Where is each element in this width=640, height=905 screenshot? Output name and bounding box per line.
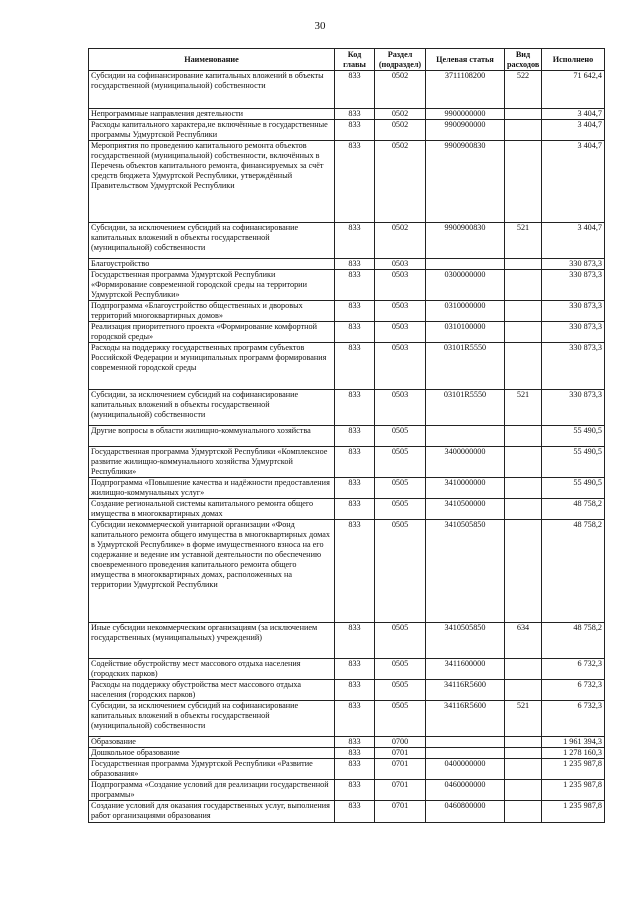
row-name: Дошкольное образование bbox=[89, 748, 335, 759]
row-target-article: 3410000000 bbox=[426, 478, 505, 499]
row-expense-kind bbox=[505, 801, 542, 823]
row-name: Расходы капитального характера,не включённые в государственные программы Удмуртской Республики bbox=[89, 120, 335, 141]
row-chapter-code: 833 bbox=[335, 680, 375, 701]
row-section: 0503 bbox=[375, 259, 426, 270]
row-target-article: 34116R5600 bbox=[426, 680, 505, 701]
row-name: Иные субсидии некоммерческим организациям (за исключением государственных (муниципальных) учреждений) bbox=[89, 623, 335, 659]
row-target-article: 0300000000 bbox=[426, 270, 505, 301]
row-section: 0503 bbox=[375, 301, 426, 322]
row-chapter-code: 833 bbox=[335, 270, 375, 301]
row-expense-kind: 521 bbox=[505, 390, 542, 426]
row-name: Создание условий для оказания государственных услуг, выполнения работ организациями образования bbox=[89, 801, 335, 823]
row-section: 0505 bbox=[375, 478, 426, 499]
row-expense-kind bbox=[505, 499, 542, 520]
table-row bbox=[89, 301, 605, 322]
table-row bbox=[89, 520, 605, 623]
row-chapter-code: 833 bbox=[335, 759, 375, 780]
row-expense-kind bbox=[505, 301, 542, 322]
row-chapter-code: 833 bbox=[335, 322, 375, 343]
row-section: 0505 bbox=[375, 426, 426, 447]
row-amount: 1 235 987,8 bbox=[542, 759, 605, 780]
row-expense-kind bbox=[505, 141, 542, 223]
row-section: 0502 bbox=[375, 109, 426, 120]
row-section: 0502 bbox=[375, 120, 426, 141]
row-target-article: 03101R5550 bbox=[426, 343, 505, 390]
table-row bbox=[89, 120, 605, 141]
row-section: 0701 bbox=[375, 759, 426, 780]
table-row bbox=[89, 259, 605, 270]
row-expense-kind bbox=[505, 737, 542, 748]
row-target-article bbox=[426, 259, 505, 270]
row-expense-kind: 521 bbox=[505, 701, 542, 737]
row-amount: 1 278 160,3 bbox=[542, 748, 605, 759]
row-chapter-code: 833 bbox=[335, 520, 375, 623]
row-amount: 330 873,3 bbox=[542, 390, 605, 426]
row-section: 0505 bbox=[375, 623, 426, 659]
column-header-amount: Исполнено bbox=[542, 49, 605, 71]
row-target-article bbox=[426, 737, 505, 748]
row-target-article: 3411600000 bbox=[426, 659, 505, 680]
column-header-section: Раздел (подраздел) bbox=[375, 49, 426, 71]
row-amount: 55 490,5 bbox=[542, 426, 605, 447]
row-name: Субсидии, за исключением субсидий на софинансирование капитальных вложений в объекты государственной (муниципальной) собственности bbox=[89, 701, 335, 737]
row-section: 0505 bbox=[375, 680, 426, 701]
table-row bbox=[89, 109, 605, 120]
table-row bbox=[89, 141, 605, 223]
row-target-article: 9900900830 bbox=[426, 141, 505, 223]
table-row bbox=[89, 680, 605, 701]
row-chapter-code: 833 bbox=[335, 659, 375, 680]
row-amount: 3 404,7 bbox=[542, 141, 605, 223]
row-amount: 3 404,7 bbox=[542, 120, 605, 141]
row-name: Реализация приоритетного проекта «Формирование комфортной городской среды» bbox=[89, 322, 335, 343]
row-chapter-code: 833 bbox=[335, 141, 375, 223]
row-section: 0503 bbox=[375, 343, 426, 390]
row-section: 0505 bbox=[375, 447, 426, 478]
column-header-target: Целевая статья bbox=[426, 49, 505, 71]
row-amount: 48 758,2 bbox=[542, 623, 605, 659]
row-target-article: 0310000000 bbox=[426, 301, 505, 322]
budget-table bbox=[88, 48, 605, 823]
table-row bbox=[89, 748, 605, 759]
row-target-article: 0460000000 bbox=[426, 780, 505, 801]
row-chapter-code: 833 bbox=[335, 748, 375, 759]
row-expense-kind bbox=[505, 270, 542, 301]
row-chapter-code: 833 bbox=[335, 478, 375, 499]
row-amount: 6 732,3 bbox=[542, 680, 605, 701]
column-header-name: Наименование bbox=[89, 49, 335, 71]
row-name: Образование bbox=[89, 737, 335, 748]
row-expense-kind bbox=[505, 447, 542, 478]
row-section: 0701 bbox=[375, 748, 426, 759]
row-target-article: 03101R5550 bbox=[426, 390, 505, 426]
row-chapter-code: 833 bbox=[335, 120, 375, 141]
row-section: 0505 bbox=[375, 659, 426, 680]
row-target-article: 3410505850 bbox=[426, 520, 505, 623]
page-number: 30 bbox=[314, 20, 326, 32]
row-chapter-code: 833 bbox=[335, 801, 375, 823]
row-target-article: 0310100000 bbox=[426, 322, 505, 343]
row-amount: 71 642,4 bbox=[542, 71, 605, 109]
table-row bbox=[89, 801, 605, 823]
column-header-kind: Вид расходов bbox=[505, 49, 542, 71]
row-name: Благоустройство bbox=[89, 259, 335, 270]
table-row bbox=[89, 223, 605, 259]
table-row bbox=[89, 478, 605, 499]
row-target-article: 9900900000 bbox=[426, 120, 505, 141]
table-body bbox=[89, 71, 605, 823]
row-expense-kind bbox=[505, 322, 542, 343]
row-amount: 48 758,2 bbox=[542, 520, 605, 623]
row-expense-kind bbox=[505, 780, 542, 801]
row-expense-kind bbox=[505, 478, 542, 499]
table-row bbox=[89, 390, 605, 426]
table-row bbox=[89, 701, 605, 737]
row-target-article: 3400000000 bbox=[426, 447, 505, 478]
row-section: 0505 bbox=[375, 701, 426, 737]
row-expense-kind: 634 bbox=[505, 623, 542, 659]
row-amount: 330 873,3 bbox=[542, 343, 605, 390]
row-target-article: 9900000000 bbox=[426, 109, 505, 120]
row-name: Содействие обустройству мест массового отдыха населения (городских парков) bbox=[89, 659, 335, 680]
row-amount: 3 404,7 bbox=[542, 109, 605, 120]
row-expense-kind bbox=[505, 109, 542, 120]
row-chapter-code: 833 bbox=[335, 447, 375, 478]
row-amount: 330 873,3 bbox=[542, 301, 605, 322]
row-chapter-code: 833 bbox=[335, 499, 375, 520]
table-row bbox=[89, 759, 605, 780]
row-expense-kind bbox=[505, 659, 542, 680]
table-row bbox=[89, 426, 605, 447]
row-expense-kind bbox=[505, 520, 542, 623]
row-name: Непрограммные направления деятельности bbox=[89, 109, 335, 120]
table-header-row bbox=[89, 49, 605, 71]
row-chapter-code: 833 bbox=[335, 71, 375, 109]
row-expense-kind bbox=[505, 680, 542, 701]
row-name: Расходы на поддержку государственных программ субъектов Российской Федерации и муниципальных программ формирования современной городской среды bbox=[89, 343, 335, 390]
table-row bbox=[89, 447, 605, 478]
row-amount: 330 873,3 bbox=[542, 270, 605, 301]
row-target-article bbox=[426, 426, 505, 447]
row-name: Государственная программа Удмуртской Республики «Развитие образования» bbox=[89, 759, 335, 780]
row-section: 0503 bbox=[375, 322, 426, 343]
row-target-article bbox=[426, 748, 505, 759]
row-name: Субсидии на софинансирование капитальных вложений в объекты государственной (муниципальной) собственности bbox=[89, 71, 335, 109]
row-chapter-code: 833 bbox=[335, 780, 375, 801]
row-name: Субсидии, за исключением субсидий на софинансирование капитальных вложений в объекты государственной (муниципальной) собственности bbox=[89, 223, 335, 259]
row-amount: 6 732,3 bbox=[542, 701, 605, 737]
row-target-article: 34116R5600 bbox=[426, 701, 505, 737]
row-target-article: 3711108200 bbox=[426, 71, 505, 109]
table-row bbox=[89, 780, 605, 801]
row-section: 0503 bbox=[375, 390, 426, 426]
row-chapter-code: 833 bbox=[335, 301, 375, 322]
row-expense-kind bbox=[505, 120, 542, 141]
row-amount: 330 873,3 bbox=[542, 259, 605, 270]
row-target-article: 0460800000 bbox=[426, 801, 505, 823]
row-target-article: 9900900830 bbox=[426, 223, 505, 259]
row-chapter-code: 833 bbox=[335, 390, 375, 426]
row-expense-kind bbox=[505, 259, 542, 270]
row-chapter-code: 833 bbox=[335, 701, 375, 737]
table-row bbox=[89, 737, 605, 748]
row-chapter-code: 833 bbox=[335, 426, 375, 447]
row-chapter-code: 833 bbox=[335, 109, 375, 120]
row-amount: 6 732,3 bbox=[542, 659, 605, 680]
column-header-code: Код главы bbox=[335, 49, 375, 71]
row-amount: 330 873,3 bbox=[542, 322, 605, 343]
row-chapter-code: 833 bbox=[335, 223, 375, 259]
row-name: Другие вопросы в области жилищно-коммунального хозяйства bbox=[89, 426, 335, 447]
row-section: 0502 bbox=[375, 71, 426, 109]
row-target-article: 3410500000 bbox=[426, 499, 505, 520]
row-section: 0502 bbox=[375, 223, 426, 259]
table-row bbox=[89, 499, 605, 520]
table-row bbox=[89, 270, 605, 301]
row-section: 0701 bbox=[375, 780, 426, 801]
row-expense-kind bbox=[505, 343, 542, 390]
row-name: Государственная программа Удмуртской Республики «Формирование современной городской среды на территории Удмуртской Республики» bbox=[89, 270, 335, 301]
row-name: Подпрограмма «Создание условий для реализации государственной программы» bbox=[89, 780, 335, 801]
row-section: 0503 bbox=[375, 270, 426, 301]
row-amount: 1 235 987,8 bbox=[542, 801, 605, 823]
row-name: Создание региональной системы капитального ремонта общего имущества в многоквартирных домах bbox=[89, 499, 335, 520]
row-name: Субсидии некоммерческой унитарной организации «Фонд капитального ремонта общего имущества в многоквартирных домах в Удмуртской Республике» в форме имущественного взноса на его содержание и ведение им уставной деятельности по обеспечению своевременного проведения капитального ремонта общего имущества в многоквартирных домах, расположенных на территории Удмуртской Республики bbox=[89, 520, 335, 623]
row-chapter-code: 833 bbox=[335, 623, 375, 659]
row-name: Расходы на поддержку обустройства мест массового отдыха населения (городских парков) bbox=[89, 680, 335, 701]
row-target-article: 0400000000 bbox=[426, 759, 505, 780]
table-row bbox=[89, 623, 605, 659]
table-row bbox=[89, 322, 605, 343]
row-name: Государственная программа Удмуртской Республики «Комплексное развитие жилищно-коммунального хозяйства Удмуртской Республики» bbox=[89, 447, 335, 478]
row-amount: 1 961 394,3 bbox=[542, 737, 605, 748]
row-amount: 55 490,5 bbox=[542, 478, 605, 499]
row-expense-kind bbox=[505, 759, 542, 780]
row-section: 0505 bbox=[375, 520, 426, 623]
row-chapter-code: 833 bbox=[335, 259, 375, 270]
row-name: Подпрограмма «Благоустройство общественных и дворовых территорий многоквартирных домов» bbox=[89, 301, 335, 322]
row-name: Субсидии, за исключением субсидий на софинансирование капитальных вложений в объекты государственной (муниципальной) собственности bbox=[89, 390, 335, 426]
row-section: 0502 bbox=[375, 141, 426, 223]
row-expense-kind bbox=[505, 426, 542, 447]
table-row bbox=[89, 71, 605, 109]
row-expense-kind bbox=[505, 748, 542, 759]
row-section: 0701 bbox=[375, 801, 426, 823]
row-expense-kind: 522 bbox=[505, 71, 542, 109]
row-chapter-code: 833 bbox=[335, 343, 375, 390]
table-row bbox=[89, 659, 605, 680]
row-section: 0505 bbox=[375, 499, 426, 520]
row-amount: 3 404,7 bbox=[542, 223, 605, 259]
row-chapter-code: 833 bbox=[335, 737, 375, 748]
row-target-article: 3410505850 bbox=[426, 623, 505, 659]
row-section: 0700 bbox=[375, 737, 426, 748]
row-amount: 1 235 987,8 bbox=[542, 780, 605, 801]
row-name: Мероприятия по проведению капитального ремонта объектов государственной (муниципальной) собственности, включённых в Перечень объектов капитального ремонта, финансируемых за счёт средств бюджета Удмуртской Республики, утверждённый Правительством Удмуртской Республики bbox=[89, 141, 335, 223]
row-expense-kind: 521 bbox=[505, 223, 542, 259]
table-row bbox=[89, 343, 605, 390]
row-amount: 48 758,2 bbox=[542, 499, 605, 520]
row-name: Подпрограмма «Повышение качества и надёжности предоставления жилищно-коммунальных услуг» bbox=[89, 478, 335, 499]
row-amount: 55 490,5 bbox=[542, 447, 605, 478]
